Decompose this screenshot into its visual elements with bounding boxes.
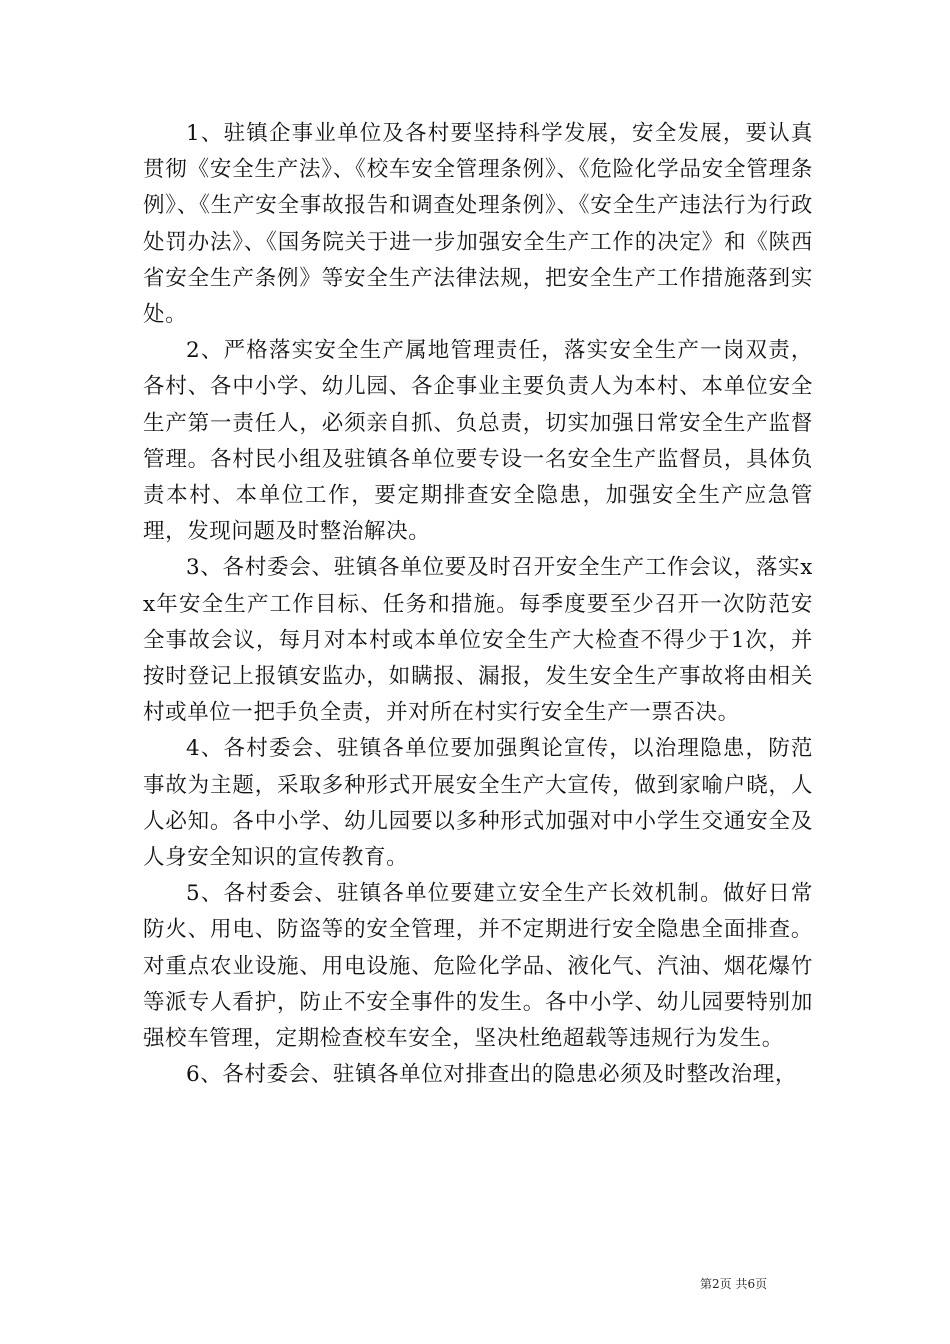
page-number-footer: 第2页 共6页 <box>700 1277 768 1291</box>
paragraph-4: 4、各村委会、驻镇各单位要加强舆论宣传，以治理隐患，防范事故为主题，采取多种形式开展安全生产大宣传，做到家喻户晓，人人必知。各中小学、幼儿园要以多种形式加强对中小学生交通安全及人身安全知识的宣传教育。 <box>143 736 813 871</box>
paragraph-3: 3、各村委会、驻镇各单位要及时召开安全生产工作会议，落实xx年安全生产工作目标、任务和措施。每季度要至少召开一次防范安全事故会议，每月对本村或本单位安全生产大检查不得少于1次，并按时登记上报镇安监办，如瞒报、漏报，发生安全生产事故将由相关村或单位一把手负全责，并对所在村实行安全生产一票否决。 <box>143 555 813 726</box>
paragraph-1: 1、驻镇企事业单位及各村要坚持科学发展，安全发展，要认真贯彻《安全生产法》、《校车安全管理条例》、《危险化学品安全管理条例》、《生产安全事故报告和调查处理条例》、《安全生产违法行为行政处罚办法》、《国务院关于进一步加强安全生产工作的决定》和《陕西省安全生产条例》等安全生产法律法规，把安全生产工作措施落到实处。 <box>143 121 813 328</box>
paragraph-6: 6、各村委会、驻镇各单位对排查出的隐患必须及时整改治理， <box>186 1062 797 1088</box>
document-body <box>143 116 813 1093</box>
paragraph-2: 2、严格落实安全生产属地管理责任，落实安全生产一岗双责，各村、各中小学、幼儿园、各企事业主要负责人为本村、本单位安全生产第一责任人，必须亲自抓、负总责，切实加强日常安全生产监督管理。各村民小组及驻镇各单位要专设一名安全生产监督员，具体负责本村、本单位工作，要定期排查安全隐患，加强安全生产应急管理，发现问题及时整治解决。 <box>143 338 813 545</box>
paragraph-5: 5、各村委会、驻镇各单位要建立安全生产长效机制。做好日常防火、用电、防盗等的安全管理，并不定期进行安全隐患全面排查。对重点农业设施、用电设施、危险化学品、液化气、汽油、烟花爆竹等派专人看护，防止不安全事件的发生。各中小学、幼儿园要特别加强校车管理，定期检查校车安全，坚决杜绝超载等违规行为发生。 <box>143 881 813 1052</box>
